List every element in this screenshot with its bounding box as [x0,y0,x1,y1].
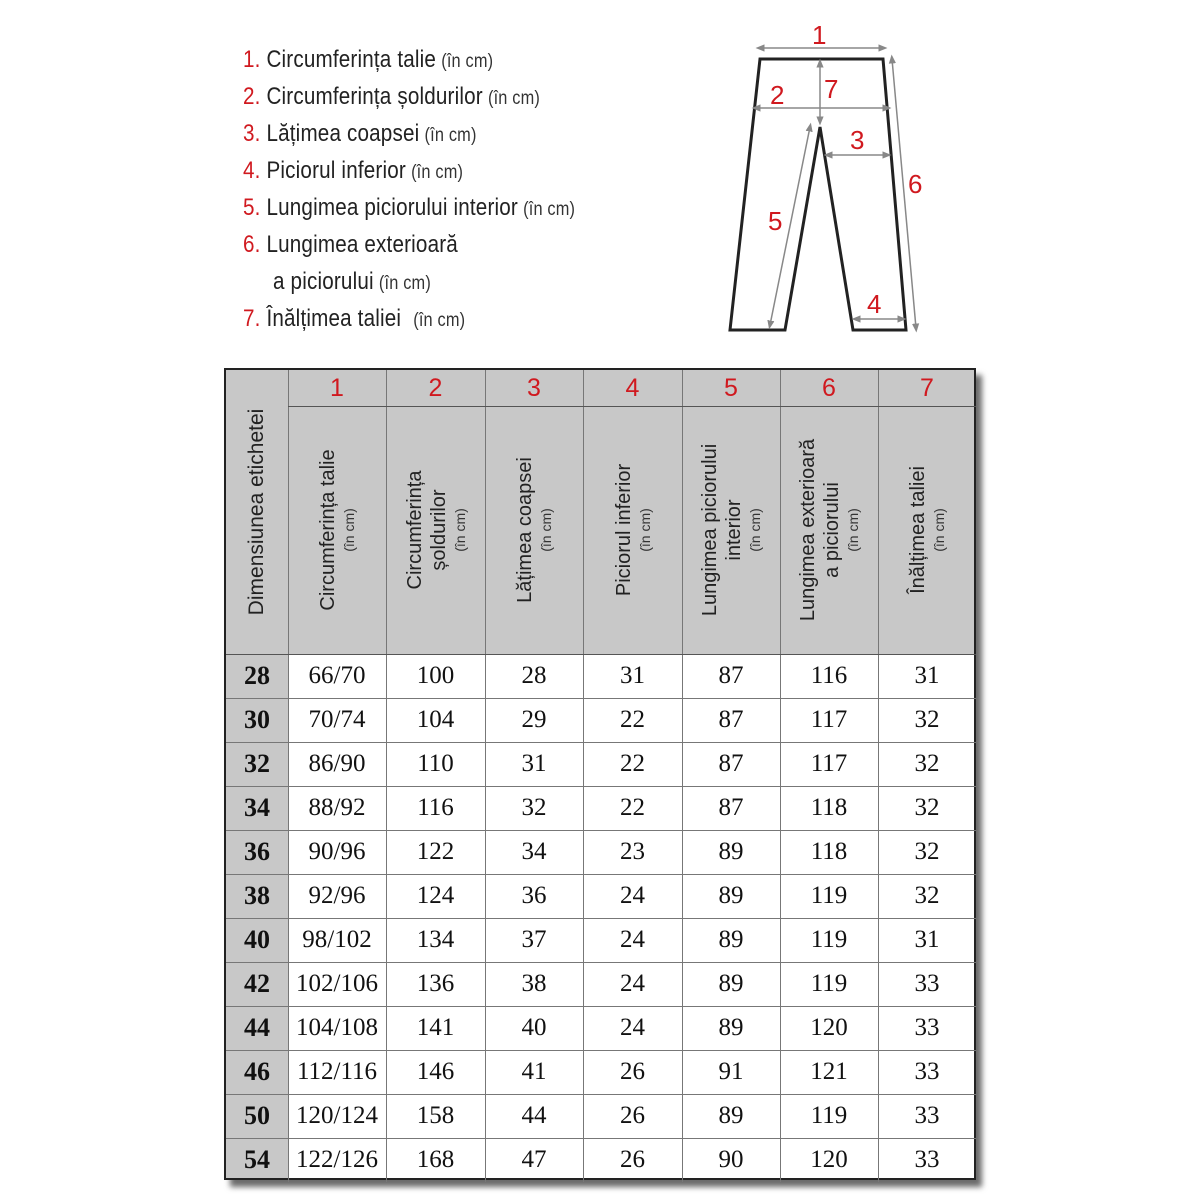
row-size-label: 28 [244,661,270,690]
column-header-unit: (în cm) [747,508,763,552]
table-cell: 87 [718,750,744,777]
column-number: 3 [527,374,541,402]
column-number: 6 [822,374,836,402]
table-cell: 24 [620,1014,645,1041]
row-size-label: 42 [244,969,270,998]
column-header-title: Lungimea exterioară [797,438,819,622]
table-cell: 98/102 [302,926,372,953]
table-cell: 34 [521,838,547,865]
table-cell: 120 [810,1146,848,1173]
diagram-label-3: 3 [850,125,865,155]
table-cell: 24 [620,970,645,997]
table-cell: 91 [718,1058,744,1085]
table-cell: 90/96 [308,838,366,865]
legend-item-5: 5. Lungimea piciorului interior (în cm) [243,194,576,221]
table-cell: 38 [521,970,547,997]
size-table-grid [224,368,976,1180]
table-cell: 146 [416,1058,455,1085]
column-number: 2 [428,374,443,402]
column-header-unit: (în cm) [451,508,468,552]
table-cell: 31 [914,662,940,689]
table-cell: 22 [620,706,645,733]
table-cell: 66/70 [308,662,366,689]
table-cell: 118 [810,794,848,821]
diagram-label-2: 2 [770,80,785,110]
diagram-label-7: 7 [824,74,839,104]
table-cell: 104 [416,706,455,733]
table-cell: 134 [416,926,455,953]
table-cell: 120/124 [296,1102,378,1129]
column-header-unit: (în cm) [341,508,357,552]
legend-item-4: 4. Piciorul inferior (în cm) [243,157,464,184]
size-table [224,368,976,1180]
table-cell: 33 [914,1102,940,1129]
table-cell: 89 [718,926,744,953]
table-cell: 32 [914,882,940,909]
column-number: 5 [724,374,738,402]
legend-item-2: 2. Circumferința șoldurilor (în cm) [243,83,541,110]
table-cell: 44 [521,1102,547,1129]
table-cell: 33 [914,1014,940,1041]
column-number: 1 [330,374,344,402]
table-cell: 117 [810,750,848,777]
table-cell: 32 [521,794,547,821]
column-header-unit: (în cm) [931,508,947,552]
column-header-unit: (în cm) [845,508,861,552]
table-cell: 32 [914,794,940,821]
table-cell: 110 [417,750,454,777]
table-cell: 33 [914,1146,940,1173]
table-cell: 41 [521,1058,547,1085]
row-size-label: 32 [244,749,270,778]
legend-item-6: 6. Lungimea exterioară [243,231,458,258]
legend-item-1: 1. Circumferința talie (în cm) [243,46,494,73]
table-cell: 116 [417,794,454,821]
size-column-header: Dimensiunea etichetei [245,408,268,616]
table-cell: 24 [620,926,645,953]
column-header [288,406,386,654]
table-cell: 40 [521,1014,547,1041]
legend-item-6-cont: a piciorului (în cm) [273,268,431,295]
table-cell: 24 [620,882,645,909]
table-cell: 104/108 [296,1014,378,1041]
table-cell: 87 [718,794,744,821]
table-cell: 36 [521,882,547,909]
table-cell: 89 [718,1014,744,1041]
legend-item-7: 7. Înălțimea taliei (în cm) [243,305,466,332]
table-cell: 116 [810,662,848,689]
table-cell: 89 [718,1102,744,1129]
column-header [583,406,682,654]
row-size-label: 34 [244,793,270,822]
diagram-label-4: 4 [867,289,882,319]
column-header [386,406,485,654]
table-cell: 33 [914,970,940,997]
table-cell: 31 [521,750,547,777]
column-header [485,406,583,654]
column-header-title: Lățimea coapsei [514,457,536,603]
column-number: 4 [625,374,640,402]
legend-item-3: 3. Lățimea coapsei (în cm) [243,120,477,147]
table-cell: 88/92 [308,794,366,821]
column-header-title: Circumferința talie [317,449,339,611]
table-cell: 29 [521,706,547,733]
table-cell: 26 [620,1146,645,1173]
table-cell: 89 [718,838,744,865]
table-cell: 26 [620,1102,645,1129]
table-cell: 70/74 [308,706,366,733]
table-cell: 22 [620,794,645,821]
table-cell: 122 [416,838,455,865]
table-cell: 22 [620,750,645,777]
column-header-title-line2: a piciorului [821,482,843,578]
column-header [780,406,878,654]
table-cell: 119 [810,970,848,997]
table-cell: 141 [416,1014,455,1041]
table-cell: 121 [810,1058,848,1085]
table-cell: 31 [620,662,645,689]
table-cell: 119 [810,882,848,909]
table-cell: 47 [521,1146,547,1173]
trousers-diagram [720,15,930,345]
table-cell: 112/116 [296,1058,378,1085]
table-cell: 168 [416,1146,455,1173]
row-size-label: 46 [244,1057,270,1086]
table-cell: 32 [914,706,940,733]
column-header [878,406,976,654]
row-size-label: 54 [244,1145,270,1174]
row-size-label: 40 [244,925,270,954]
table-cell: 136 [416,970,455,997]
row-size-label: 44 [244,1013,270,1042]
column-number: 7 [920,374,934,402]
table-cell: 119 [810,926,848,953]
column-header-title: Lungimea piciorului [699,443,721,617]
column-header-title-line2: șoldurilor [427,489,450,571]
diagram-label-1: 1 [812,20,827,50]
column-header-title-line2: interior [723,499,745,561]
table-cell: 119 [810,1102,848,1129]
table-cell: 28 [521,662,547,689]
table-cell: 26 [620,1058,645,1085]
table-cell: 37 [521,926,547,953]
column-header-title: Piciorul inferior [612,463,635,597]
table-cell: 33 [914,1058,940,1085]
diagram-label-6: 6 [908,169,923,199]
table-cell: 32 [914,838,940,865]
table-cell: 158 [416,1102,455,1129]
table-cell: 31 [914,926,940,953]
row-size-label: 36 [244,837,270,866]
table-cell: 92/96 [308,882,366,909]
row-size-label: 38 [244,881,270,910]
table-cell: 89 [718,882,744,909]
table-cell: 120 [810,1014,848,1041]
table-cell: 87 [718,706,744,733]
column-header-unit: (în cm) [538,508,554,552]
diagram-label-5: 5 [768,206,783,236]
table-cell: 90 [718,1146,744,1173]
row-size-label: 30 [244,705,270,734]
table-cell: 117 [810,706,848,733]
table-cell: 87 [718,662,744,689]
table-cell: 118 [810,838,848,865]
table-cell: 100 [416,662,455,689]
table-cell: 86/90 [308,750,366,777]
row-size-label: 50 [244,1101,270,1130]
table-cell: 32 [914,750,940,777]
column-header-unit: (în cm) [636,508,653,552]
table-cell: 102/106 [296,970,378,997]
column-header-title: Circumferința [403,470,426,590]
column-header-title: Înălțimea taliei [907,466,929,594]
table-cell: 89 [718,970,744,997]
trousers-svg [720,15,930,345]
table-cell: 124 [416,882,455,909]
table-cell: 23 [620,838,645,865]
column-header [682,406,780,654]
table-cell: 122/126 [296,1146,378,1173]
